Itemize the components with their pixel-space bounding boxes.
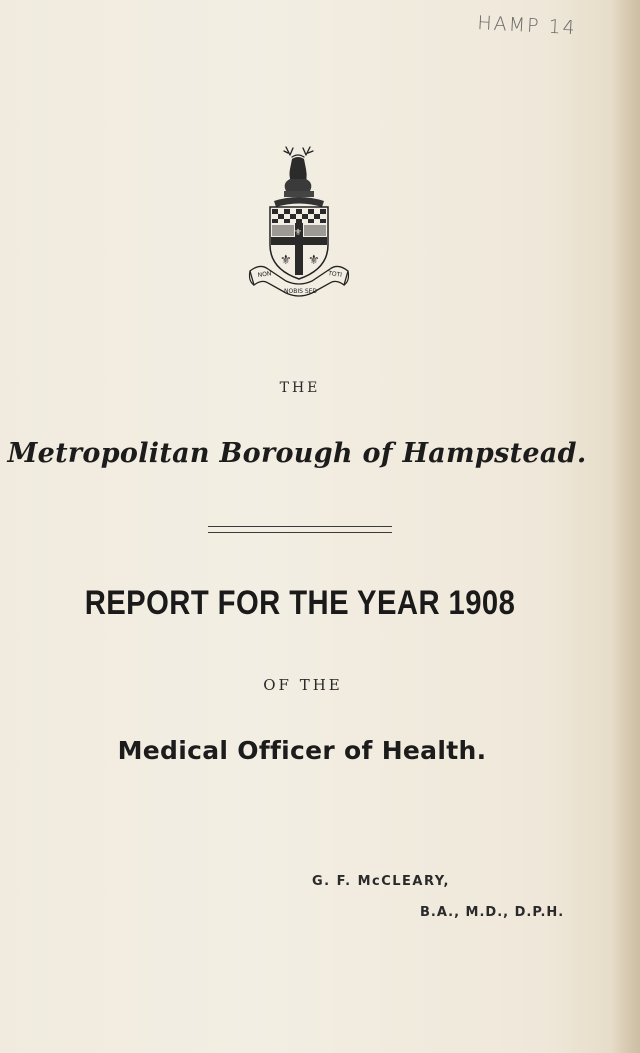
of-the-label: OF THE (263, 676, 343, 694)
svg-text:⚜: ⚜ (280, 253, 292, 268)
title-divider (208, 526, 392, 533)
handwritten-shelfmark: HAMP 14 (476, 12, 578, 40)
hampstead-crest-icon (246, 145, 352, 303)
pre-title: THE (279, 380, 321, 396)
page-edge-shadow (610, 0, 640, 1053)
motto-right-text: TOTI (327, 270, 343, 279)
motto-bottom-text: NOBIS SED (284, 288, 318, 295)
subtitle: Medical Officer of Health. (117, 736, 487, 765)
report-title: REPORT FOR THE YEAR 1908 (84, 584, 516, 622)
motto-left-text: NON (257, 270, 272, 279)
author-name: G. F. McCLEARY, (312, 874, 450, 889)
borough-title: Metropolitan Borough of Hampstead. (7, 438, 587, 469)
svg-text:⚜: ⚜ (308, 253, 320, 268)
svg-text:⚜: ⚜ (294, 228, 303, 238)
author-degrees: B.A., M.D., D.P.H. (420, 905, 565, 920)
